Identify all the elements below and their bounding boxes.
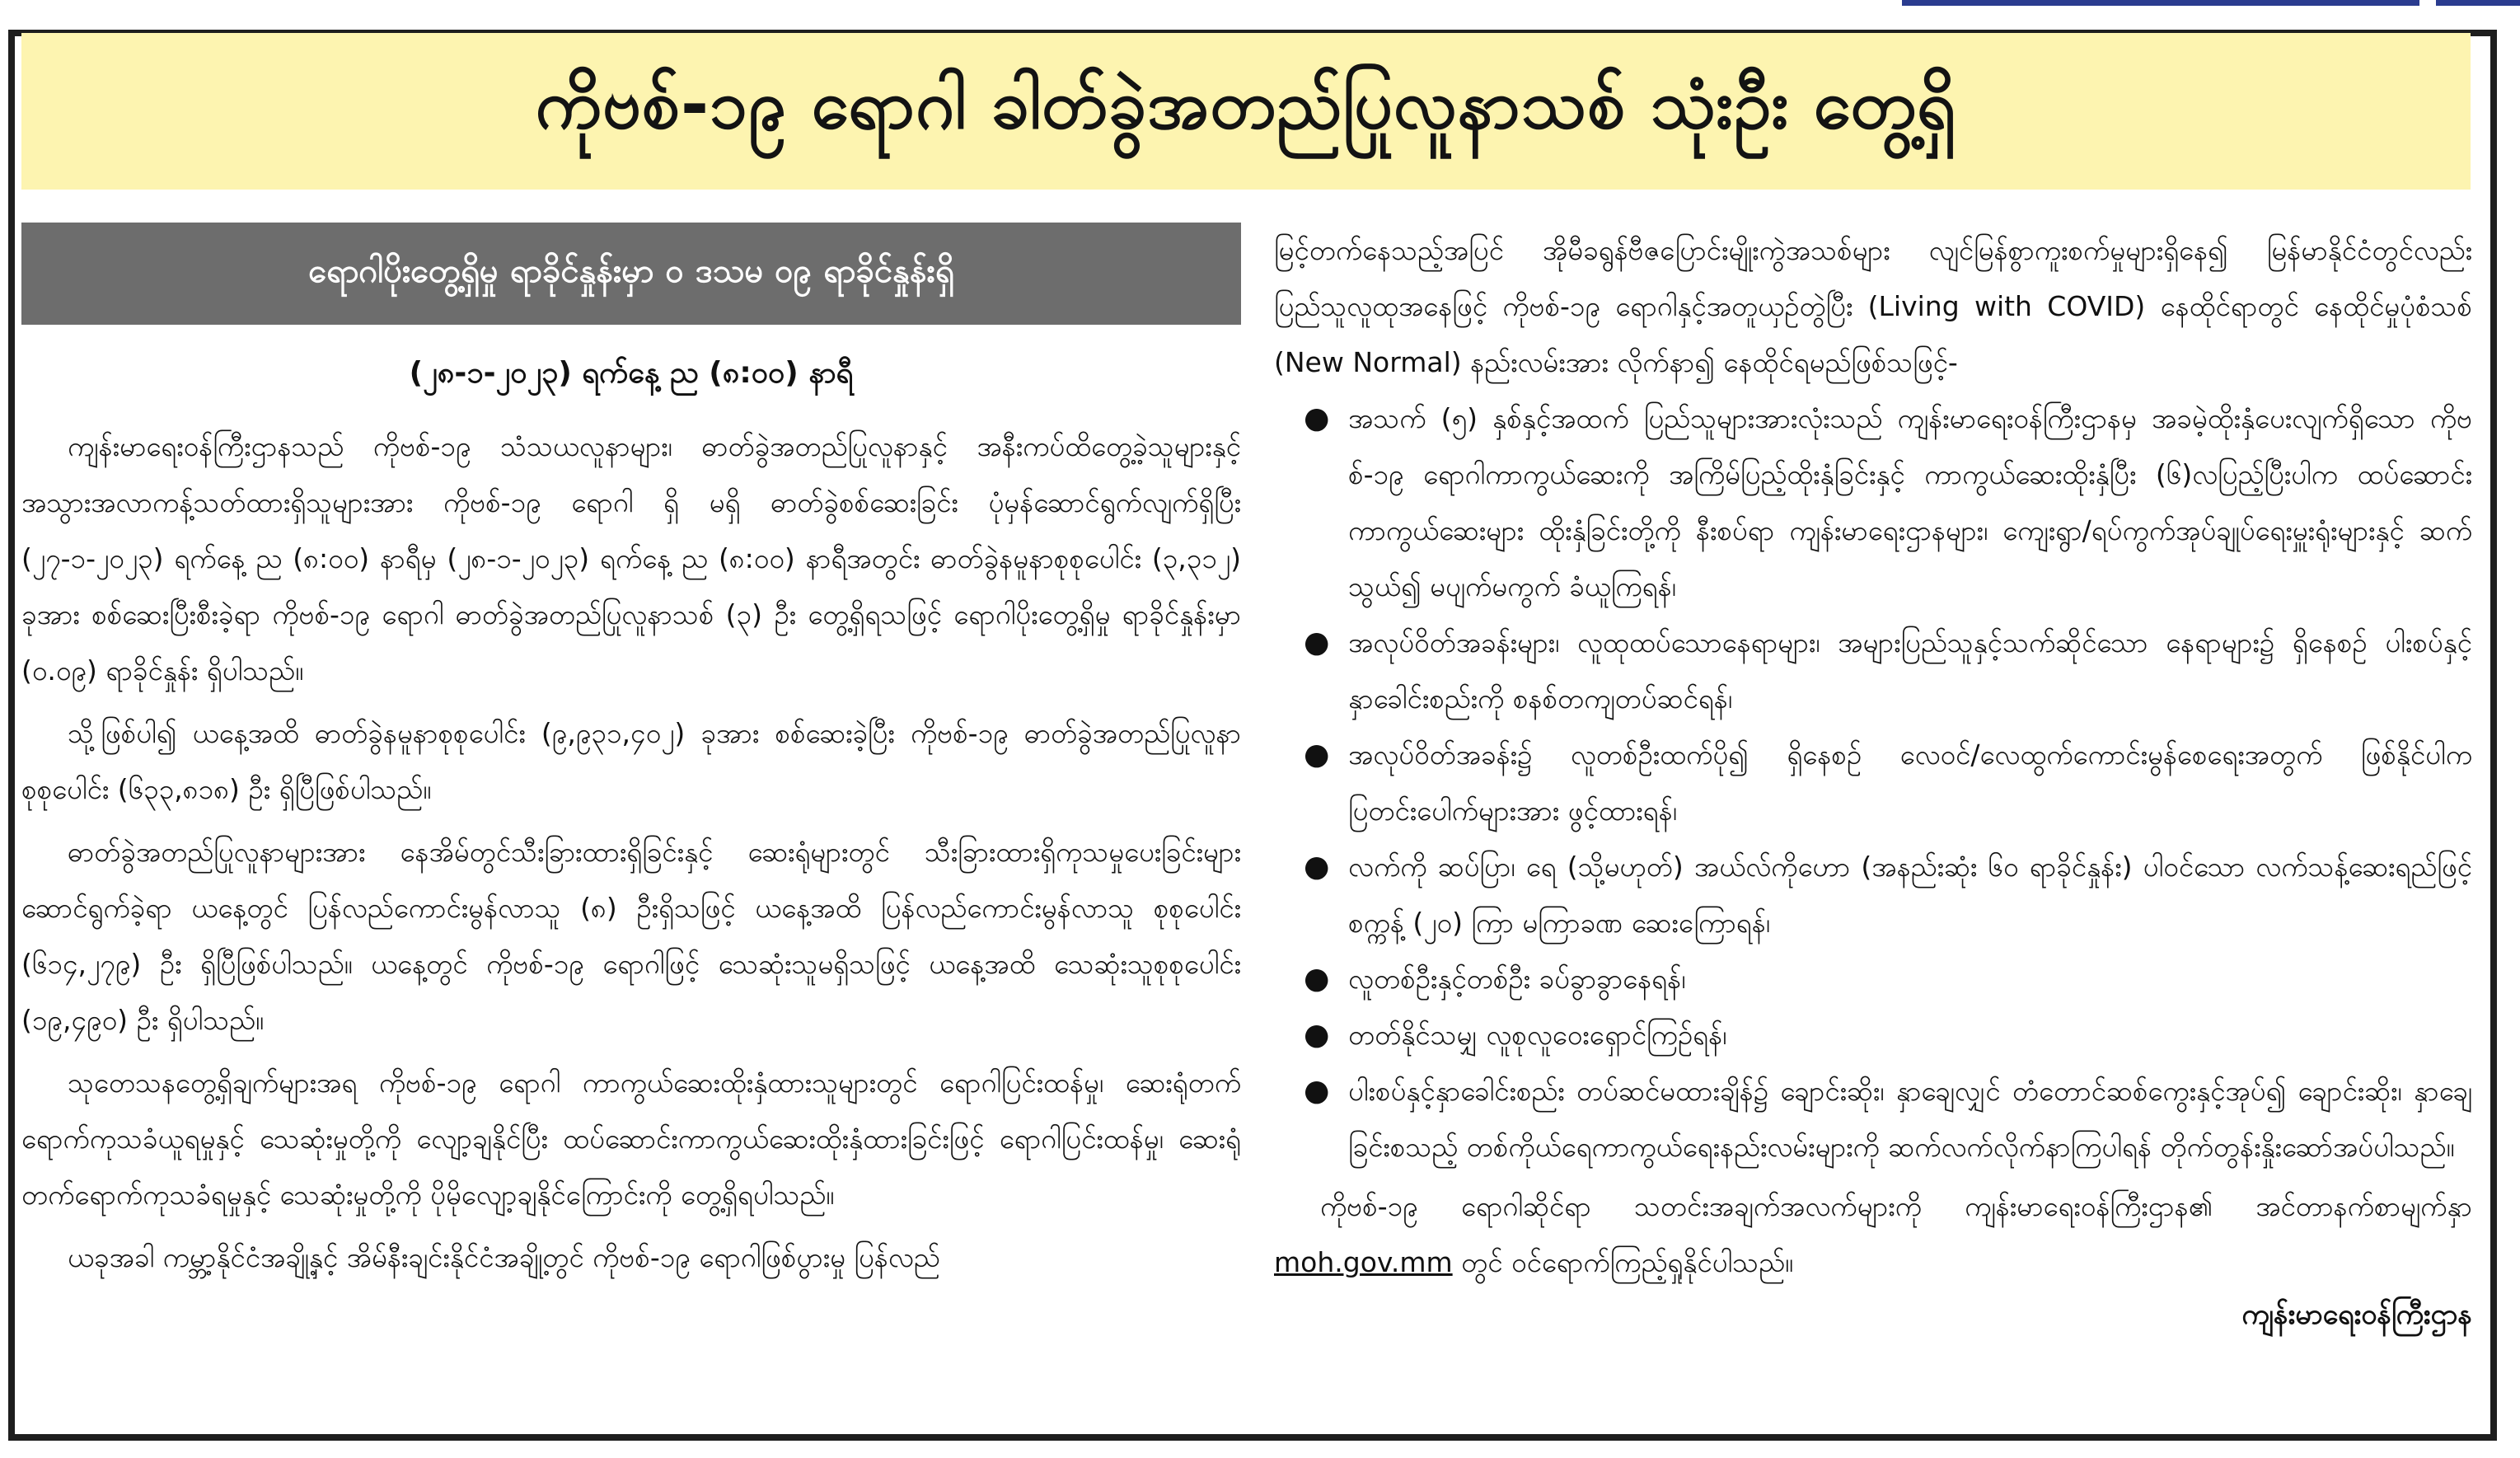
dateline: (၂၈-၁-၂၀၂၃) ရက်နေ့ ည (၈:၀၀) နာရီ: [409, 356, 854, 390]
paragraph: သို့ဖြစ်ပါ၍ ယနေ့အထိ ဓာတ်ခွဲနမူနာစုစုပေါင်း (၉,၉၃၁,၄၀၂) ခုအား စစ်ဆေးခဲ့ပြီး ကိုဗစ်-၁၉ ဓာတ်ခွဲအတည်ပြုလူနာ စုစုပေါင်း (၆၃၃,၈၁၈) ဦး ရှိပြီဖြစ်ပါသည်။: [21, 717, 1241, 805]
guideline-list: [1274, 391, 2472, 1175]
paragraph: ကျန်းမာရေးဝန်ကြီးဌာနသည် ကိုဗစ်-၁၉ သံသယလူနာများ၊ ဓာတ်ခွဲအတည်ပြုလူနာနှင့် အနီးကပ်ထိတွေ့ခဲ့သူများနှင့် အသွားအလာကန့်သတ်ထားရှိသူများအား ကိုဗစ်-၁၉ ရောဂါ ရှိ မရှိ ဓာတ်ခွဲစစ်ဆေးခြင်း ပုံမှန်ဆောင်ရွက်လျက်ရှိပြီး (၂၇-၁-၂၀၂၃) ရက်နေ့ ည (၈:၀၀) နာရီမှ (၂၈-၁-၂၀၂၃) ရက်နေ့ ည (၈:၀၀) နာရီအတွင်း ဓာတ်ခွဲနမူနာစုစုပေါင်း (၃,၃၁၂) ခုအား စစ်ဆေးပြီးစီးခဲ့ရာ ကိုဗစ်-၁၉ ရောဂါ ဓာတ်ခွဲအတည်ပြုလူနာသစ် (၃) ဦး တွေ့ရှိရသဖြင့် ရောဂါပိုးတွေ့ရှိမှု ရာခိုင်နှုန်းမှာ (၀.၀၉) ရာခိုင်နှုန်း ရှိပါသည်။: [21, 430, 1241, 687]
bullet-icon: ●: [1304, 962, 1330, 996]
signature: ကျန်းမာရေးဝန်ကြီးဌာန: [2241, 1298, 2472, 1331]
list-item: ● ပါးစပ်နှင့်နှာခေါင်းစည်း တပ်ဆင်မထားချိန်၌ ချောင်းဆိုး၊ နှာချေလျှင် တံတောင်ဆစ်ကွေးနှင့်အုပ်၍ ချောင်းဆိုး၊ နှာချေခြင်းစသည့် တစ်ကိုယ်ရေကာကွယ်ရေးနည်းလမ်းများကို ဆက်လက်လိုက်နာကြပါရန် တိုက်တွန်းနှိုးဆော်အပ်ပါသည်။: [1274, 1063, 2472, 1175]
paragraph: ဓာတ်ခွဲအတည်ပြုလူနာများအား နေအိမ်တွင်သီးခြားထားရှိခြင်းနှင့် ဆေးရုံများတွင် သီးခြားထားရှိကုသမှုပေးခြင်းများ ဆောင်ရွက်ခဲ့ရာ ယနေ့တွင် ပြန်လည်ကောင်းမွန်လာသူ (၈) ဦးရှိသဖြင့် ယနေ့အထိ ပြန်လည်ကောင်းမွန်လာသူ စုစုပေါင်း (၆၁၄,၂၇၉) ဦး ရှိပြီဖြစ်ပါသည်။ ယနေ့တွင် ကိုဗစ်-၁၉ ရောဂါဖြင့် သေဆုံးသူမရှိသဖြင့် ယနေ့အထိ သေဆုံးသူစုစုပေါင်း (၁၉,၄၉၀) ဦး ရှိပါသည်။: [21, 836, 1241, 1036]
website-link[interactable]: moh.gov.mm: [1274, 1246, 1453, 1278]
paragraph: သုတေသနတွေ့ရှိချက်များအရ ကိုဗစ်-၁၉ ရောဂါ ကာကွယ်ဆေးထိုးနှံထားသူများတွင် ရောဂါပြင်းထန်မှု၊ ဆေးရုံတက်ရောက်ကုသခံယူရမှုနှင့် သေဆုံးမှုတို့ကို လျော့ချနိုင်ပြီး ထပ်ဆောင်းကာကွယ်ဆေးထိုးနှံထားခြင်းဖြင့် ရောဂါပြင်းထန်မှု၊ ဆေးရုံတက်ရောက်ကုသခံရမှုနှင့် သေဆုံးမှုတို့ကို ပိုမိုလျော့ချနိုင်ကြောင်းကို တွေ့ရှိရပါသည်။: [21, 1067, 1241, 1211]
headline-banner: [21, 33, 2471, 190]
headline: ကိုဗစ်-၁၉ ရောဂါ ခါတ်ခွဲအတည်ပြုလူနာသစ် သုံးဦး တွေ့ရှိ: [535, 65, 1957, 144]
left-column: [21, 223, 1241, 1422]
bullet-icon: ●: [1304, 1018, 1330, 1052]
right-column: [1274, 223, 2472, 1422]
top-accent-bar: [1902, 0, 2419, 6]
top-accent-bar-small: [2436, 0, 2520, 6]
list-item: ● တတ်နိုင်သမျှ လူစုလူဝေးရှောင်ကြဉ်ရန်၊: [1274, 1007, 2472, 1063]
bullet-icon: ●: [1304, 401, 1330, 435]
bullet-icon: ●: [1304, 626, 1330, 659]
list-item: ● အလုပ်ဝိတ်အခန်းများ၊ လူထုထပ်သောနေရာများ၊ အများပြည်သူနှင့်သက်ဆိုင်သော နေရာများ၌ ရှိနေစဉ် ပါးစပ်နှင့်နှာခေါင်းစည်းကို စနစ်တကျတပ်ဆင်ရန်၊: [1274, 615, 2472, 727]
bullet-icon: ●: [1304, 1074, 1330, 1108]
closing-paragraph: ကိုဗစ်-၁၉ ရောဂါဆိုင်ရာ သတင်းအချက်အလက်များကို ကျန်းမာရေးဝန်ကြီးဌာန၏ အင်တာနက်စာမျက်နှာ moh.gov.mm တွင် ဝင်ရောက်ကြည့်ရှုနိုင်ပါသည်။: [1274, 1190, 2472, 1278]
list-item: ● အသက် (၅) နှစ်နှင့်အထက် ပြည်သူများအားလုံးသည် ကျန်းမာရေးဝန်ကြီးဌာနမှ အခမဲ့ထိုးနှံပေးလျက်ရှိသော ကိုဗစ်-၁၉ ရောဂါကာကွယ်ဆေးကို အကြိမ်ပြည့်ထိုးနှံခြင်းနှင့် ကာကွယ်ဆေးထိုးနှံပြီး (၆)လပြည့်ပြီးပါက ထပ်ဆောင်းကာကွယ်ဆေးများ ထိုးနှံခြင်းတို့ကို နီးစပ်ရာ ကျန်းမာရေးဌာနများ၊ ကျေးရွာ/ရပ်ကွက်အုပ်ချုပ်ရေးမှူးရုံးများနှင့် ဆက်သွယ်၍ မပျက်မကွက် ခံယူကြရန်၊: [1274, 391, 2472, 615]
intro-paragraph: မြင့်တက်နေသည့်အပြင် အိုမီခရွန်ဗီဇပြောင်းမျိုးကွဲအသစ်များ လျင်မြန်စွာကူးစက်မှုများရှိနေ၍ မြန်မာနိုင်ငံတွင်လည်း ပြည်သူလူထုအနေဖြင့် ကိုဗစ်-၁၉ ရောဂါနှင့်အတူယှဉ်တွဲပြီး (Living with COVID) နေထိုင်ရာတွင် နေထိုင်မှုပုံစံသစ် (New Normal) နည်းလမ်းအား လိုက်နာ၍ နေထိုင်ရမည်ဖြစ်သဖြင့်-: [1274, 234, 2472, 378]
list-item: ● လက်ကို ဆပ်ပြာ၊ ရေ (သို့မဟုတ်) အယ်လ်ကိုဟော (အနည်းဆုံး ၆၀ ရာခိုင်နှုန်း) ပါဝင်သော လက်သန့်ဆေးရည်ဖြင့် စက္ကန့် (၂၀) ကြာ မကြာခဏ ဆေးကြောရန်၊: [1274, 839, 2472, 951]
bullet-icon: ●: [1304, 738, 1330, 771]
paragraph: ယခုအခါ ကမ္ဘာ့နိုင်ငံအချို့နှင့် အိမ်နီးချင်းနိုင်ငံအချို့တွင် ကိုဗစ်-၁၉ ရောဂါဖြစ်ပွားမှု ပြန်လည်: [68, 1241, 940, 1273]
list-item: ● လူတစ်ဦးနှင့်တစ်ဦး ခပ်ခွာခွာနေရန်၊: [1274, 951, 2472, 1007]
bullet-icon: ●: [1304, 850, 1330, 884]
subheading: ရောဂါပိုးတွေ့ရှိမှု ရာခိုင်နှုန်းမှာ ၀ ဒသမ ၀၉ ရာခိုင်နှုန်းရှိ: [308, 251, 954, 290]
subheading-bar: [21, 223, 1241, 325]
list-item: ● အလုပ်ဝိတ်အခန်း၌ လူတစ်ဦးထက်ပို၍ ရှိနေစဉ် လေဝင်/လေထွက်ကောင်းမွန်စေရေးအတွက် ဖြစ်နိုင်ပါက ပြတင်းပေါက်များအား ဖွင့်ထားရန်၊: [1274, 727, 2472, 839]
